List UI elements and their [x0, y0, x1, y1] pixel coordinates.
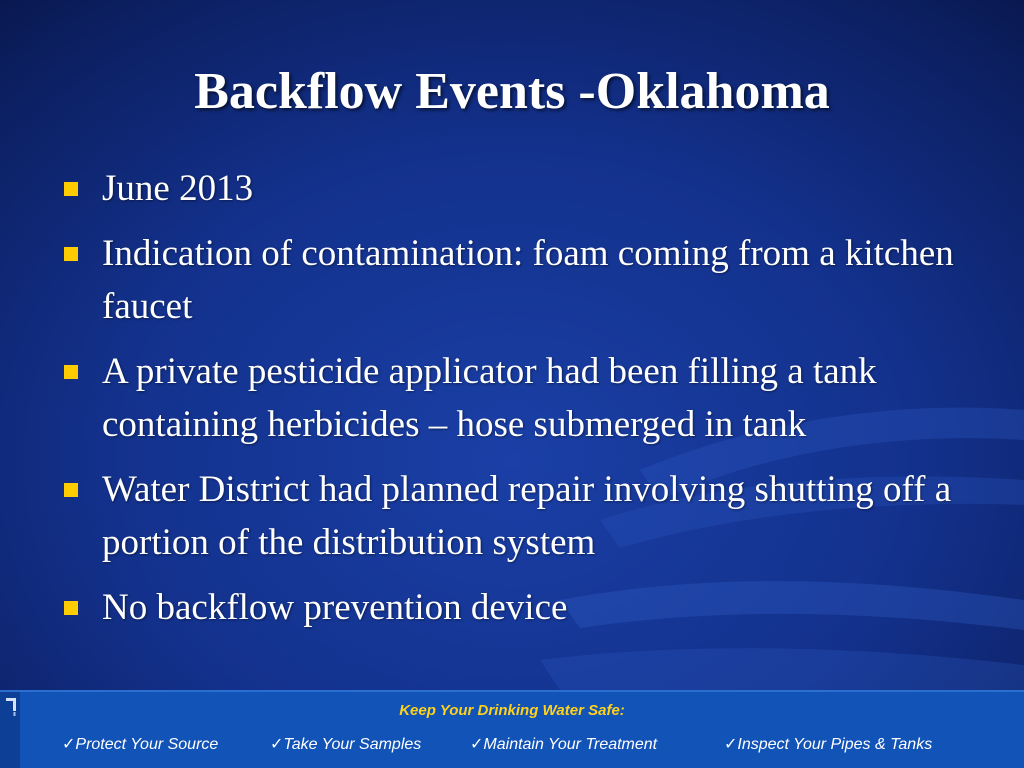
square-bullet-icon [64, 601, 78, 615]
bullet-list [60, 162, 960, 646]
bullet-item [60, 345, 960, 451]
bullet-text: Indication of contamination: foam coming from a kitchen faucet [102, 233, 954, 327]
footer-item-take-samples: ✓Take Your Samples [270, 736, 422, 753]
footer-item-protect-source: ✓Protect Your Source [62, 736, 219, 753]
bullet-text: June 2013 [102, 168, 254, 209]
square-bullet-icon [64, 247, 78, 261]
bullet-item [60, 227, 960, 333]
footer-checklist [0, 734, 1024, 758]
footer-item-maintain-treatment: ✓Maintain Your Treatment [470, 736, 658, 753]
bullet-item [60, 581, 960, 634]
bullet-text: Water District had planned repair involving shutting off a portion of the distribution system [102, 469, 952, 563]
square-bullet-icon [64, 182, 78, 196]
square-bullet-icon [64, 365, 78, 379]
footer-item-inspect-pipes: ✓Inspect Your Pipes & Tanks [724, 736, 933, 753]
square-bullet-icon [64, 483, 78, 497]
slide-title: Backflow Events -Oklahoma [194, 63, 830, 120]
footer-tagline: Keep Your Drinking Water Safe: [399, 702, 625, 719]
footer-banner [0, 690, 1024, 768]
bullet-text: A private pesticide applicator had been filling a tank containing herbicides – hose submerged in tank [102, 351, 877, 445]
bullet-text: No backflow prevention device [102, 587, 568, 628]
bullet-item [60, 162, 960, 215]
bullet-item [60, 463, 960, 569]
